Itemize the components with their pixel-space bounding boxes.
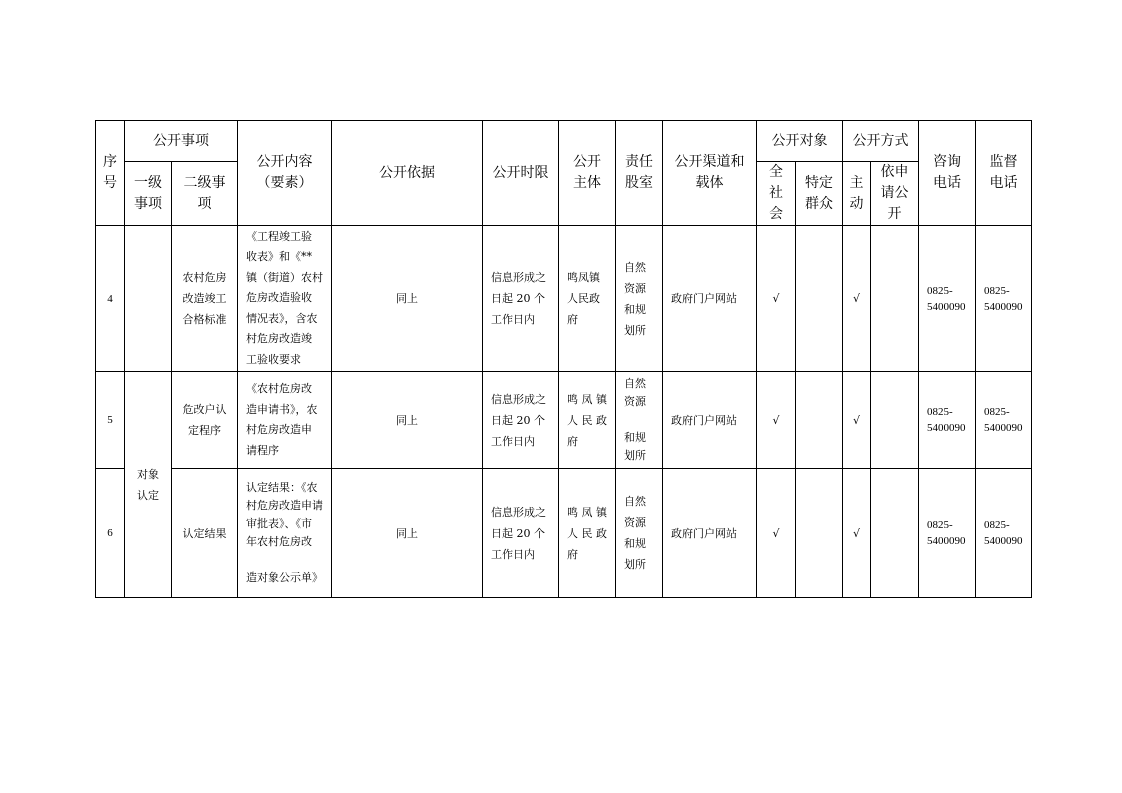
header-level2: 二级事 项: [172, 162, 238, 226]
row-supervise-phone: 0825- 5400090: [976, 226, 1032, 372]
row-office: 自然 资源 和规 划所: [616, 469, 663, 598]
disclosure-table: [95, 120, 1032, 598]
header-basis: 公开依据: [332, 121, 483, 226]
header-content: 公开内容 （要素）: [238, 121, 332, 226]
row-subject: 鸣凤镇 人民政 府: [559, 226, 616, 372]
row-time-limit: 信息形成之 日起 20 个 工作日内: [483, 226, 559, 372]
row-all-society-check: √: [757, 226, 796, 372]
row-supervise-phone: 0825- 5400090: [976, 372, 1032, 469]
row-seq: 5: [96, 372, 125, 469]
row-seq: 6: [96, 469, 125, 598]
header-level1: 一级 事项: [125, 162, 172, 226]
row-content: 认定结果：《农 村危房改造申请 审批表》、《市 年农村危房改 造对象公示单》: [238, 469, 332, 598]
header-on-request: 依申 请公 开: [871, 162, 919, 226]
row-specific-group: [796, 469, 843, 598]
row-active-check: √: [843, 372, 871, 469]
row-consult-phone: 0825- 5400090: [919, 226, 976, 372]
row-channel: 政府门户网站: [663, 372, 757, 469]
row-level1-empty: [125, 226, 172, 372]
row-on-request: [871, 469, 919, 598]
header-row-1: [96, 121, 1032, 162]
header-office: 责任 股室: [616, 121, 663, 226]
row-level2: 农村危房 改造竣工 合格标准: [172, 226, 238, 372]
row-specific-group: [796, 226, 843, 372]
row-level2: 认定结果: [172, 469, 238, 598]
header-group-items: 公开事项: [125, 121, 238, 162]
row-basis: 同上: [332, 226, 483, 372]
row-on-request: [871, 226, 919, 372]
row-level2: 危改户认 定程序: [172, 372, 238, 469]
row-specific-group: [796, 372, 843, 469]
header-channel: 公开渠道和 载体: [663, 121, 757, 226]
row-active-check: √: [843, 469, 871, 598]
row-channel: 政府门户网站: [663, 469, 757, 598]
row-content: 《农村危房改 造申请书》，农 村危房改造申 请程序: [238, 372, 332, 469]
header-all-society: 全 社 会: [757, 162, 796, 226]
row-supervise-phone: 0825- 5400090: [976, 469, 1032, 598]
row-all-society-check: √: [757, 372, 796, 469]
row-time-limit: 信息形成之 日起 20 个 工作日内: [483, 372, 559, 469]
row-subject: 鸣 凤 镇 人 民 政 府: [559, 469, 616, 598]
row-subject: 鸣 凤 镇 人 民 政 府: [559, 372, 616, 469]
row-active-check: √: [843, 226, 871, 372]
header-consult-phone: 咨询 电话: [919, 121, 976, 226]
row-on-request: [871, 372, 919, 469]
table-row: [96, 469, 1032, 598]
row-consult-phone: 0825- 5400090: [919, 469, 976, 598]
header-group-target: 公开对象: [757, 121, 843, 162]
row-time-limit: 信息形成之 日起 20 个 工作日内: [483, 469, 559, 598]
row-office: 自然 资源 和规 划所: [616, 372, 663, 469]
row-basis: 同上: [332, 469, 483, 598]
header-active: 主 动: [843, 162, 871, 226]
header-time-limit: 公开时限: [483, 121, 559, 226]
row-basis: 同上: [332, 372, 483, 469]
table-row: [96, 226, 1032, 372]
row-level1-merged: 对象 认定: [125, 372, 172, 598]
header-specific-group: 特定 群众: [796, 162, 843, 226]
header-group-mode: 公开方式: [843, 121, 919, 162]
header-subject: 公开 主体: [559, 121, 616, 226]
row-consult-phone: 0825- 5400090: [919, 372, 976, 469]
header-supervise-phone: 监督 电话: [976, 121, 1032, 226]
row-channel: 政府门户网站: [663, 226, 757, 372]
row-all-society-check: √: [757, 469, 796, 598]
header-seq: 序 号: [96, 121, 125, 226]
row-office: 自然 资源 和规 划所: [616, 226, 663, 372]
row-content: 《工程竣工验 收表》和《** 镇（街道）农村 危房改造验收 情况表》，含农 村危房改造竣 工验收要求: [238, 226, 332, 372]
table-row: [96, 372, 1032, 469]
row-seq: 4: [96, 226, 125, 372]
